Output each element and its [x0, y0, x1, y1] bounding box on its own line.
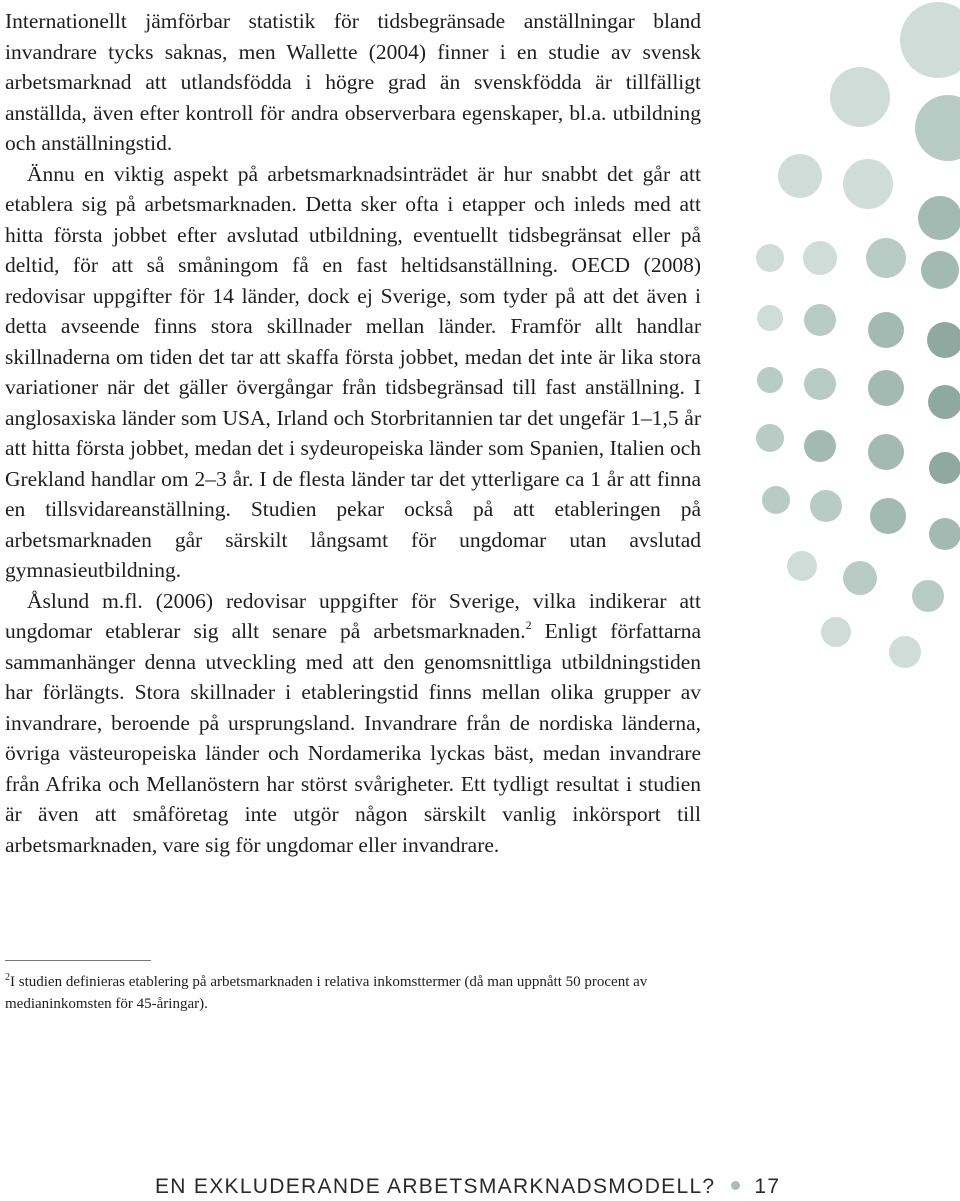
paragraph-3-text-b: Enligt författarna sammanhänger denna utveckling med att den genomsnittliga utbildningstiden har förlängts. Stora skillnader i etableringstid finns mellan olika grupper av invandrare, beroende på ursprungsland. Invandrare från de nordiska länderna, övriga västeuropeiska länder och Nordamerika lyckas bäst, medan invandrare från Afrika och Mellanöstern har störst svårigheter. Ett tydligt resultat i studien är även att småföretag inte utgör någon särskilt vanlig inkörsport till arbetsmarknaden, vare sig för ungdomar eller invandrare.	[5, 619, 701, 857]
decorative-dot	[868, 370, 904, 406]
paragraph-3-text-a: Åslund m.fl. (2006) redovisar uppgifter för Sverige, vilka indikerar att ungdomar etablerar sig allt senare på arbetsmarknaden.	[5, 588, 701, 643]
decorative-dot	[889, 636, 921, 668]
decorative-dot	[929, 518, 960, 550]
decorative-dot	[810, 490, 842, 522]
decorative-dot	[757, 305, 783, 331]
decorative-dot	[912, 580, 944, 612]
decorative-dot	[804, 368, 836, 400]
decorative-dot	[866, 238, 906, 278]
decorative-dot	[928, 385, 960, 419]
decorative-dot	[803, 241, 837, 275]
decorative-dot	[900, 2, 960, 78]
decorative-dot	[918, 196, 960, 240]
decorative-dot	[870, 498, 906, 534]
decorative-dot	[843, 159, 893, 209]
footnote-divider	[5, 960, 151, 961]
decorative-dot	[830, 67, 890, 127]
decorative-dot	[927, 322, 960, 358]
footnote-text: I studien definieras etablering på arbetsmarknaden i relativa inkomsttermer (då man uppnått 50 procent av medianinkomsten för 45-åringar).	[5, 974, 648, 1012]
body-text	[5, 6, 701, 860]
decorative-dot	[868, 434, 904, 470]
decorative-dot	[868, 312, 904, 348]
decorative-dot	[929, 452, 960, 484]
decorative-dot	[756, 244, 784, 272]
decorative-dot	[756, 424, 784, 452]
footnote	[5, 971, 705, 1015]
decorative-dot-pattern	[740, 0, 960, 700]
decorative-dot	[804, 304, 836, 336]
decorative-dot	[843, 561, 877, 595]
footnote-reference[interactable]: 2	[525, 617, 532, 632]
running-title: EN EXKLUDERANDE ARBETSMARKNADSMODELL?	[155, 1175, 716, 1198]
page-footer	[155, 1175, 780, 1201]
decorative-dot	[915, 95, 960, 161]
decorative-dot	[778, 154, 822, 198]
paragraph-1: Internationellt jämförbar statistik för tidsbegränsade anställningar bland invandrare tycks saknas, men Wallette (2004) finner i en studie av svensk arbetsmarknad att utlandsfödda i högre grad än svenskfödda är tillfälligt anställda, även efter kontroll för andra observerbara egenskaper, bl.a. utbildning och anställningstid.	[5, 9, 701, 155]
decorative-dot	[762, 486, 790, 514]
footer-dot-icon	[731, 1181, 740, 1190]
decorative-dot	[787, 551, 817, 581]
decorative-dot	[921, 251, 959, 289]
decorative-dot	[757, 367, 783, 393]
paragraph-3	[5, 586, 701, 861]
footnote-number: 2	[5, 972, 10, 983]
decorative-dot	[821, 617, 851, 647]
paragraph-2: Ännu en viktig aspekt på arbetsmarknadsinträdet är hur snabbt det går att etablera sig på arbetsmarknaden. Detta sker ofta i etapper och inleds med att hitta första jobbet efter avslutad utbildning, eventuellt tidsbegränsat eller på deltid, för att så småningom få en fast heltidsanställning. OECD (2008) redovisar uppgifter för 14 länder, dock ej Sverige, som tyder på att det även i detta avseende finns stora skillnader mellan länder. Framför allt handlar skillnaderna om tiden det tar att skaffa första jobbet, medan det inte är lika stora variationer när det gäller övergångar från tidsbegränsad till fast anställning. I anglosaxiska länder som USA, Irland och Storbritannien tar det ungefär 1–1,5 år att hitta första jobbet, medan det i sydeuropeiska länder som Spanien, Italien och Grekland handlar om 2–3 år. I de flesta länder tar det ytterligare ca 1 år att finna en tillsvidareanställning. Studien pekar också på att etableringen på arbetsmarknaden går särskilt långsamt för ungdomar utan avslutad gymnasieutbildning.	[5, 161, 701, 582]
decorative-dot	[804, 430, 836, 462]
page-number: 17	[754, 1175, 781, 1198]
